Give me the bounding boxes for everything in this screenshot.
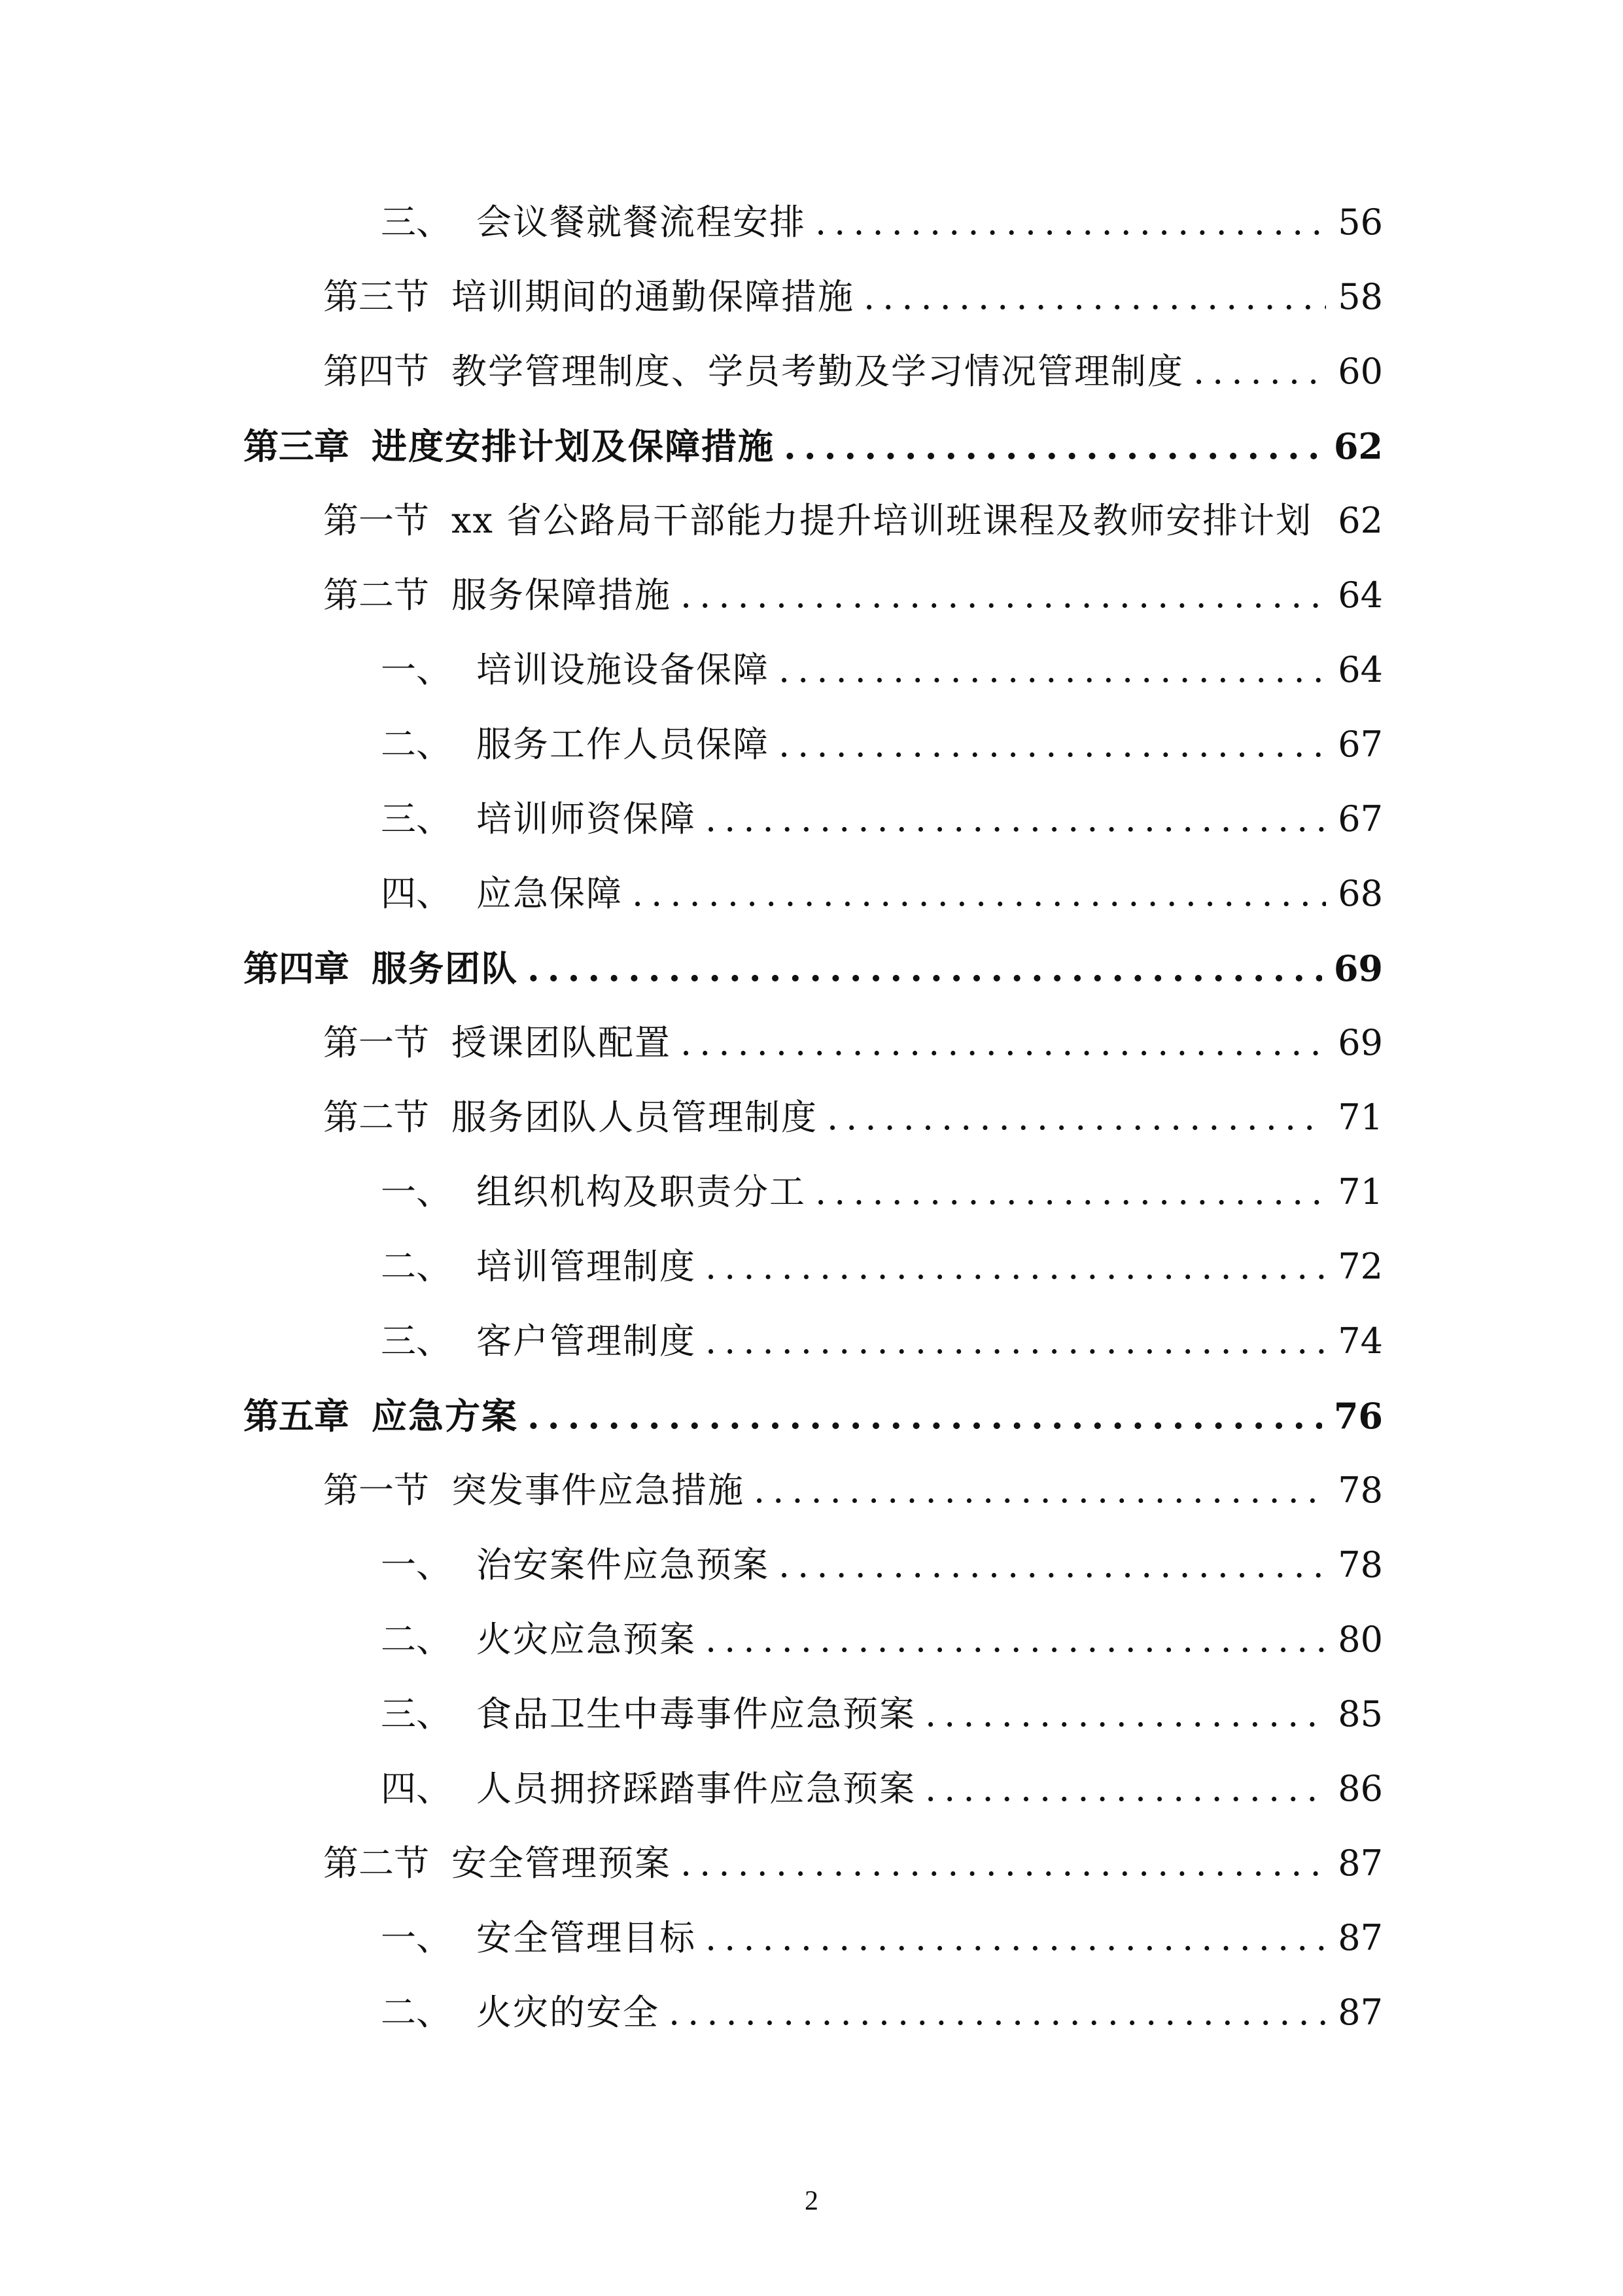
toc-entry-number: 第四节	[323, 351, 429, 392]
toc-entry-page: 78	[1338, 1544, 1383, 1585]
toc-entry-number: 三、	[381, 1320, 451, 1362]
toc-entry-number: 第三章	[243, 425, 349, 467]
toc-entry-number: 二、	[381, 1619, 451, 1660]
toc-entry-page: 71	[1338, 1097, 1383, 1138]
toc-entry[interactable]	[381, 1607, 1383, 1672]
toc-entry-number: 四、	[381, 873, 451, 914]
toc-entry-page: 64	[1338, 649, 1383, 690]
toc-entry-page: 80	[1338, 1619, 1383, 1660]
toc-entry-page: 69	[1333, 947, 1383, 989]
toc-entry-number: 三、	[381, 798, 451, 839]
toc-entry-number: 一、	[381, 1171, 451, 1212]
toc-dot-leader	[815, 190, 1326, 255]
toc-entry-number: 一、	[381, 1917, 451, 1958]
toc-dot-leader	[705, 786, 1326, 852]
toc-entry-page: 62	[1333, 425, 1383, 467]
toc-entry-number: 第二节	[323, 574, 429, 616]
toc-dot-leader	[705, 1234, 1326, 1299]
toc-entry-page: 87	[1338, 1843, 1383, 1884]
toc-entry[interactable]	[323, 1458, 1383, 1523]
toc-entry-page: 86	[1338, 1768, 1383, 1809]
toc-entry-number: 第一节	[323, 1470, 429, 1511]
toc-dot-leader	[815, 1159, 1326, 1225]
toc-entry-page: 76	[1333, 1395, 1383, 1437]
toc-entry-page: 74	[1338, 1320, 1383, 1362]
toc-entry-page: 71	[1338, 1171, 1383, 1212]
toc-entry[interactable]	[381, 1905, 1383, 1971]
toc-dot-leader	[527, 1383, 1322, 1449]
toc-entry-number: 一、	[381, 1544, 451, 1585]
toc-entry-title: 应急方案	[372, 1395, 518, 1437]
toc-entry-page: 60	[1338, 351, 1383, 392]
toc-entry[interactable]	[381, 1682, 1383, 1747]
toc-dot-leader	[669, 1980, 1326, 2045]
toc-dot-leader	[705, 1905, 1326, 1971]
toc-entry-title: 服务工作人员保障	[476, 724, 769, 765]
toc-dot-leader	[1193, 339, 1326, 404]
toc-entry-title: 培训期间的通勤保障措施	[451, 276, 854, 317]
toc-dot-leader	[705, 1607, 1326, 1672]
toc-entry-number: 第三节	[323, 276, 429, 317]
toc-dot-leader	[864, 264, 1326, 330]
toc-entry[interactable]	[381, 1532, 1383, 1598]
toc-entry-title: 培训设施设备保障	[476, 649, 769, 690]
toc-entry[interactable]	[323, 1831, 1383, 1896]
toc-dot-leader	[680, 1010, 1326, 1076]
toc-dot-leader	[925, 1756, 1326, 1822]
toc-entry-number: 第一节	[323, 500, 429, 541]
toc-entry-page: 85	[1338, 1693, 1383, 1735]
toc-entry[interactable]	[323, 563, 1383, 628]
toc-entry-number: 第二节	[323, 1843, 429, 1884]
toc-dot-leader	[778, 712, 1326, 777]
toc-entry-title: 进度安排计划及保障措施	[372, 425, 775, 467]
toc-entry-title: 服务团队人员管理制度	[451, 1097, 818, 1138]
toc-entry-title: xx 省公路局干部能力提升培训班课程及教师安排计划	[451, 500, 1313, 541]
toc-entry-page: 87	[1338, 1992, 1383, 2033]
toc-entry[interactable]	[381, 1756, 1383, 1822]
toc-entry-page: 56	[1338, 202, 1383, 243]
toc-entry[interactable]	[381, 190, 1383, 255]
toc-entry-title: 教学管理制度、学员考勤及学习情况管理制度	[451, 351, 1184, 392]
toc-dot-leader	[754, 1458, 1326, 1523]
toc-entry-title: 培训师资保障	[476, 798, 696, 839]
toc-entry[interactable]	[323, 1085, 1383, 1150]
toc-entry-page: 67	[1338, 798, 1383, 839]
toc-entry-title: 治安案件应急预案	[476, 1544, 769, 1585]
toc-entry-page: 58	[1338, 276, 1383, 317]
toc-entry-chapter[interactable]	[243, 414, 1383, 479]
toc-entry[interactable]	[323, 1010, 1383, 1076]
toc-entry[interactable]	[381, 637, 1383, 703]
toc-entry-title: 服务保障措施	[451, 574, 671, 616]
toc-entry[interactable]	[381, 712, 1383, 777]
toc-dot-leader	[680, 1831, 1326, 1896]
toc-dot-leader	[784, 414, 1322, 479]
toc-entry-page: 68	[1338, 873, 1383, 914]
toc-entry-chapter[interactable]	[243, 1383, 1383, 1449]
toc-entry-page: 72	[1338, 1246, 1383, 1287]
toc-entry-number: 第五章	[243, 1395, 349, 1437]
toc-dot-leader	[680, 563, 1326, 628]
toc-entry-title: 客户管理制度	[476, 1320, 696, 1362]
toc-entry-page: 69	[1338, 1022, 1383, 1063]
toc-entry-number: 三、	[381, 1693, 451, 1735]
toc-entry-page: 62	[1338, 500, 1383, 541]
toc-entry-title: 人员拥挤踩踏事件应急预案	[476, 1768, 916, 1809]
toc-entry-title: 火灾的安全	[476, 1992, 659, 2033]
toc-entry-number: 二、	[381, 724, 451, 765]
toc-entry-title: 安全管理目标	[476, 1917, 696, 1958]
toc-entry[interactable]	[323, 488, 1383, 554]
toc-entry-title: 应急保障	[476, 873, 623, 914]
toc-entry[interactable]	[381, 1309, 1383, 1374]
toc-entry-page: 67	[1338, 724, 1383, 765]
toc-entry-number: 二、	[381, 1246, 451, 1287]
toc-dot-leader	[778, 1532, 1326, 1598]
toc-entry-title: 培训管理制度	[476, 1246, 696, 1287]
toc-entry[interactable]	[381, 786, 1383, 852]
toc-entry-number: 二、	[381, 1992, 451, 2033]
toc-entry[interactable]	[381, 861, 1383, 927]
toc-entry-title: 服务团队	[372, 947, 518, 989]
toc-entry-title: 会议餐就餐流程安排	[476, 202, 806, 243]
toc-entry[interactable]	[381, 1234, 1383, 1299]
toc-entry[interactable]	[381, 1159, 1383, 1225]
toc-entry-chapter[interactable]	[243, 936, 1383, 1001]
toc-entry-page: 87	[1338, 1917, 1383, 1958]
toc-entry-page: 64	[1338, 574, 1383, 616]
toc-entry-number: 第一节	[323, 1022, 429, 1063]
toc-entry-number: 一、	[381, 649, 451, 690]
toc-dot-leader	[827, 1085, 1326, 1150]
toc-entry-title: 突发事件应急措施	[451, 1470, 744, 1511]
toc-dot-leader	[632, 861, 1326, 927]
toc-dot-leader	[705, 1309, 1326, 1374]
toc-entry-title: 组织机构及职责分工	[476, 1171, 806, 1212]
toc-entry-title: 授课团队配置	[451, 1022, 671, 1063]
page-number: 2	[805, 2186, 818, 2216]
toc-entry-title: 食品卫生中毒事件应急预案	[476, 1693, 916, 1735]
toc-entry-number: 第二节	[323, 1097, 429, 1138]
toc-entry-number: 第四章	[243, 947, 349, 989]
toc-dot-leader	[527, 936, 1322, 1001]
toc-entry-title: 火灾应急预案	[476, 1619, 696, 1660]
toc-entry[interactable]	[381, 1980, 1383, 2045]
toc-dot-leader	[925, 1682, 1326, 1747]
toc-entry-number: 三、	[381, 202, 451, 243]
toc-entry[interactable]	[323, 339, 1383, 404]
toc-entry-title: 安全管理预案	[451, 1843, 671, 1884]
toc-entry-number: 四、	[381, 1768, 451, 1809]
toc-dot-leader	[778, 637, 1326, 703]
toc-entry[interactable]	[323, 264, 1383, 330]
toc-entry-page: 78	[1338, 1470, 1383, 1511]
